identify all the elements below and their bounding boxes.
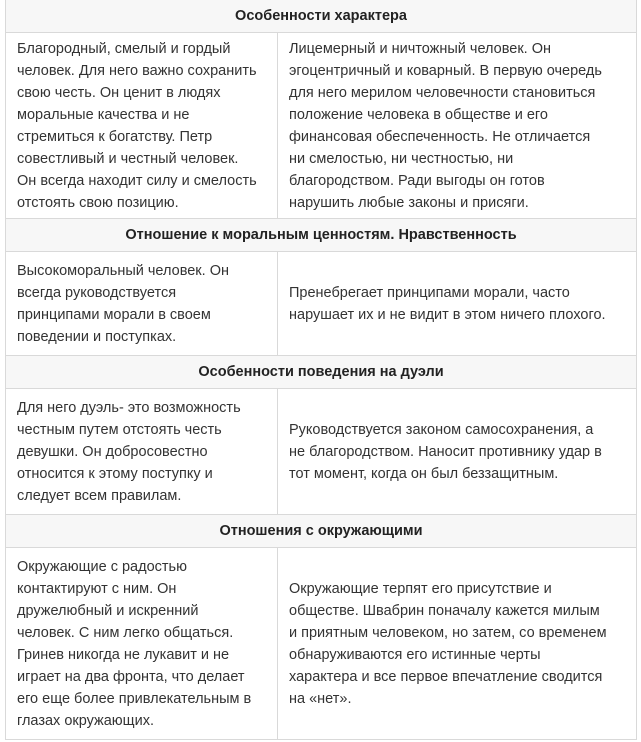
cell-grinev-duel <box>6 389 278 514</box>
table-row-morality <box>6 252 636 356</box>
cell-text: Окружающие с радостью контактируют с ним. Он дружелюбный и искренний человек. С ним легко общаться. Гринев никогда не лукавит и не играет на два фронта, что делает его еще более привлекательным в глазах окружающих. <box>17 558 252 729</box>
cell-text: Высокоморальный человек. Он всегда руководствуется принципами морали в своем поведении и поступках. <box>17 262 229 345</box>
cell-text: Благородный, смелый и гордый человек. Для него важно сохранить свою честь. Он ценит в людях моральные качества и не стремиться к богатству. Петр совестливый и честный человек. Он всегда находит силу и смелость отстоять свою позицию. <box>17 40 257 211</box>
section-header-duel <box>6 356 636 389</box>
comparison-table <box>5 0 637 740</box>
cell-text: Для него дуэль- это возможность честным путем отстоять честь девушки. Он добросовестно относится к этому поступку и следует всем правилам. <box>17 399 241 504</box>
table-row-duel <box>6 389 636 515</box>
table-row-relations <box>6 548 636 740</box>
section-header-label: Особенности поведения на дуэли <box>198 364 444 380</box>
section-header-character <box>6 0 636 33</box>
cell-grinev-morality <box>6 252 278 355</box>
cell-shvabrin-duel <box>278 389 634 514</box>
cell-grinev-relations <box>6 548 278 739</box>
cell-grinev-character <box>6 33 278 218</box>
section-header-label: Отношения с окружающими <box>219 523 423 539</box>
cell-shvabrin-relations <box>278 548 634 739</box>
cell-text: Лицемерный и ничтожный человек. Он эгоцентричный и коварный. В первую очередь для него мерилом человечности становиться положение человека в обществе и его финансовая обеспеченность. Не отличается ни смелостью, ни честностью, ни благородством. Ради выгоды он готов нарушить любые законы и присяги. <box>289 40 602 211</box>
cell-text: Руководствуется законом самосохранения, а не благородством. Наносит противнику удар в тот момент, когда он был беззащитным. <box>289 421 602 482</box>
table-row-character <box>6 33 636 219</box>
cell-shvabrin-morality <box>278 252 634 355</box>
section-header-label: Отношение к моральным ценностям. Нравственность <box>125 227 517 243</box>
section-header-morality <box>6 219 636 252</box>
cell-text: Окружающие терпят его присутствие и обществе. Швабрин поначалу кажется милым и приятным человеком, но затем, со временем обнаруживаются его истинные черты характера и все первое впечатление сводится на «нет». <box>289 580 607 707</box>
cell-shvabrin-character <box>278 33 634 218</box>
cell-text: Пренебрегает принципами морали, часто нарушает их и не видит в этом ничего плохого. <box>289 284 606 323</box>
section-header-relations <box>6 515 636 548</box>
section-header-label: Особенности характера <box>235 8 407 24</box>
